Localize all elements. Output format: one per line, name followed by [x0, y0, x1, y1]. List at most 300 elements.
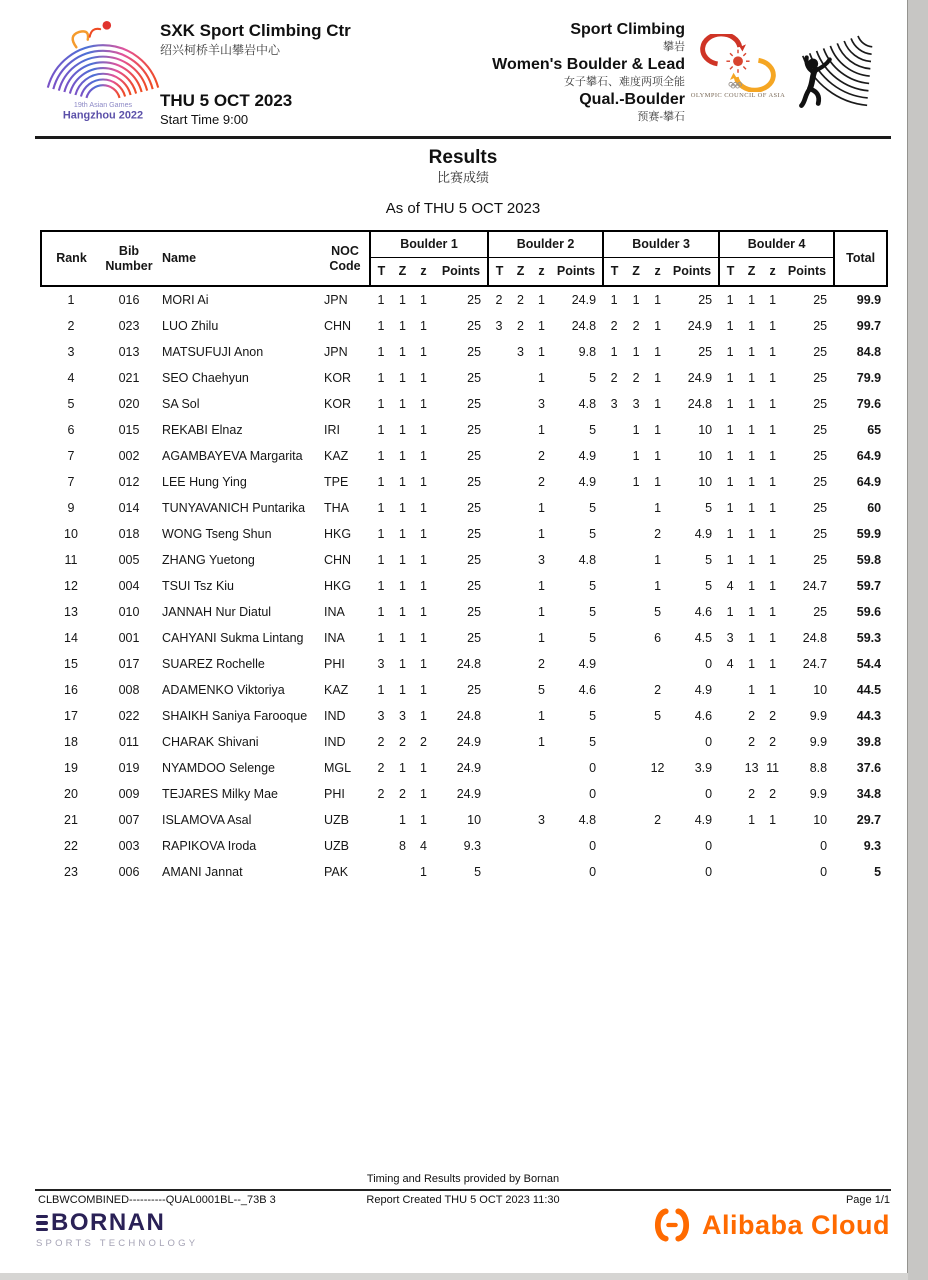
cell-top [488, 651, 510, 677]
cell-top: 1 [726, 501, 734, 515]
event-title: Women's Boulder & Lead [492, 56, 685, 73]
cell-lowzone: 5 [654, 709, 662, 723]
cell-points: 25 [698, 293, 713, 307]
cell-total: 44.5 [856, 683, 882, 697]
cell-zone: 1 [399, 657, 406, 671]
cell-zone [625, 781, 647, 807]
games-edition-label: 19th Asian Games [73, 101, 133, 110]
cell-top: 1 [726, 293, 734, 307]
results-title-block [0, 146, 926, 217]
cell-top: 1 [377, 683, 385, 697]
cell-top [719, 755, 741, 781]
cell-top: 1 [726, 345, 734, 359]
cell-zone: 1 [399, 553, 406, 567]
cell-total: 99.7 [856, 319, 882, 333]
cell-lowzone: 1 [654, 345, 662, 359]
cell-zone: 1 [632, 345, 640, 359]
cell-zone [625, 729, 647, 755]
cell-zone [625, 599, 647, 625]
cell-points: 5 [705, 553, 713, 567]
cell-points: 25 [467, 371, 482, 385]
cell-name: REKABI Elnaz [162, 423, 243, 437]
cell-zone [510, 443, 531, 469]
cell-top [603, 833, 625, 859]
cell-total: 64.9 [856, 449, 882, 463]
cell-top: 2 [377, 735, 385, 749]
cell-bib: 014 [118, 501, 140, 515]
cell-noc: HKG [324, 579, 352, 593]
cell-lowzone: 1 [769, 813, 777, 827]
cell-top [603, 859, 625, 885]
col-header-lowzone: z [762, 257, 783, 286]
cell-top: 1 [377, 345, 385, 359]
cell-top [488, 365, 510, 391]
cell-top: 3 [610, 397, 618, 411]
cell-lowzone: 1 [654, 501, 662, 515]
table-row [41, 521, 887, 547]
cell-lowzone: 2 [654, 813, 662, 827]
cell-points: 5 [589, 527, 597, 541]
cell-lowzone [647, 833, 668, 859]
cell-points: 5 [589, 605, 597, 619]
cell-points: 0 [589, 865, 597, 879]
cell-top [719, 833, 741, 859]
cell-zone: 2 [517, 293, 524, 307]
cell-lowzone: 1 [420, 631, 427, 645]
phase-title: Qual.-Boulder [579, 91, 685, 108]
cell-bib: 017 [118, 657, 140, 671]
cell-noc: CHN [324, 553, 352, 567]
cell-zone [510, 365, 531, 391]
cell-points: 0 [820, 839, 828, 853]
cell-top [603, 599, 625, 625]
cell-rank: 12 [64, 579, 78, 593]
cell-zone: 1 [748, 345, 756, 359]
cell-top [719, 677, 741, 703]
cell-top: 2 [377, 761, 385, 775]
cell-zone: 1 [748, 501, 756, 515]
cell-name: LUO Zhilu [162, 319, 219, 333]
cell-top [603, 781, 625, 807]
cell-lowzone: 1 [769, 527, 777, 541]
cell-lowzone: 1 [420, 657, 427, 671]
cell-bib: 008 [118, 683, 140, 697]
cell-name: TEJARES Milky Mae [162, 787, 278, 801]
cell-points: 0 [705, 735, 713, 749]
cell-lowzone: 5 [654, 605, 662, 619]
cell-zone [625, 703, 647, 729]
cell-lowzone: 2 [654, 527, 662, 541]
cell-top: 1 [610, 293, 618, 307]
cell-top [719, 807, 741, 833]
col-header-top: T [488, 257, 510, 286]
cell-zone: 3 [399, 709, 406, 723]
cell-rank: 7 [67, 475, 75, 489]
cell-points: 4.9 [694, 813, 713, 827]
cell-points: 4.9 [694, 527, 713, 541]
cell-zone: 1 [748, 657, 756, 671]
page-edge-bottom [0, 1273, 908, 1280]
cell-top [603, 547, 625, 573]
table-row [41, 547, 887, 573]
cell-points: 0 [820, 865, 828, 879]
cell-zone [625, 859, 647, 885]
cell-top [603, 651, 625, 677]
cell-points: 25 [467, 501, 482, 515]
cell-top [719, 729, 741, 755]
cell-points: 5 [589, 423, 597, 437]
cell-lowzone: 1 [420, 475, 427, 489]
cell-bib: 018 [118, 527, 140, 541]
bornan-bars-icon [36, 1215, 48, 1232]
cell-points: 25 [813, 397, 828, 411]
cell-rank: 15 [64, 657, 78, 671]
cell-lowzone: 2 [538, 475, 545, 489]
cell-zone: 1 [632, 475, 640, 489]
venue-name: SXK Sport Climbing Ctr [160, 21, 351, 40]
cell-top: 2 [495, 293, 503, 307]
cell-total: 54.4 [856, 657, 882, 671]
cell-lowzone: 1 [420, 371, 427, 385]
col-header-zone: Z [741, 257, 762, 286]
cell-lowzone: 1 [654, 553, 662, 567]
col-header-lowzone: z [647, 257, 668, 286]
bornan-logo [36, 1210, 198, 1249]
cell-points: 24.8 [802, 631, 828, 645]
cell-zone: 1 [748, 449, 756, 463]
cell-bib: 002 [118, 449, 140, 463]
cell-points: 4.9 [578, 475, 597, 489]
cell-lowzone: 1 [769, 423, 777, 437]
cell-top [488, 833, 510, 859]
cell-points: 5 [705, 579, 713, 593]
cell-name: SEO Chaehyun [162, 371, 249, 385]
cell-lowzone [647, 651, 668, 677]
cell-rank: 6 [67, 423, 75, 437]
cell-points: 25 [813, 345, 828, 359]
cell-top [488, 443, 510, 469]
cell-top: 1 [377, 475, 385, 489]
cell-zone: 1 [399, 449, 406, 463]
event-block [365, 20, 685, 125]
cell-rank: 2 [67, 319, 75, 333]
cell-lowzone: 1 [769, 631, 777, 645]
cell-points: 25 [813, 553, 828, 567]
cell-zone: 1 [399, 293, 406, 307]
cell-points: 24.9 [456, 761, 482, 775]
cell-lowzone: 1 [769, 553, 777, 567]
table-row [41, 313, 887, 339]
cell-zone [741, 859, 762, 885]
cell-zone [625, 651, 647, 677]
cell-points: 25 [698, 345, 713, 359]
cell-lowzone: 1 [769, 579, 777, 593]
cell-lowzone: 1 [654, 397, 662, 411]
cell-lowzone: 1 [538, 579, 545, 593]
cell-points: 0 [705, 865, 713, 879]
cell-zone: 1 [399, 423, 406, 437]
table-row [41, 469, 887, 495]
cell-lowzone: 1 [538, 319, 545, 333]
cell-total: 84.8 [856, 345, 882, 359]
cell-lowzone: 1 [420, 423, 427, 437]
cell-points: 0 [705, 787, 713, 801]
cell-zone: 1 [632, 423, 640, 437]
cell-points: 25 [467, 475, 482, 489]
table-row [41, 417, 887, 443]
cell-total: 34.8 [856, 787, 882, 801]
cell-bib: 021 [118, 371, 140, 385]
cell-bib: 006 [118, 865, 140, 879]
cell-bib: 009 [118, 787, 140, 801]
cell-lowzone: 1 [769, 605, 777, 619]
cell-zone: 1 [748, 553, 756, 567]
cell-name: MORI Ai [162, 293, 209, 307]
cell-zone: 2 [748, 787, 756, 801]
cell-top: 1 [726, 371, 734, 385]
alibaba-cloud-text: Alibaba Cloud [702, 1209, 890, 1240]
cell-points: 25 [467, 449, 482, 463]
cell-points: 10 [467, 813, 482, 827]
cell-total: 59.7 [856, 579, 882, 593]
cell-zone: 13 [744, 761, 759, 775]
alibaba-cloud-icon [651, 1208, 693, 1242]
cell-points: 25 [813, 527, 828, 541]
cell-rank: 18 [64, 735, 78, 749]
cell-lowzone [531, 781, 552, 807]
cell-total: 64.9 [856, 475, 882, 489]
cell-zone: 1 [399, 579, 406, 593]
table-row [41, 365, 887, 391]
cell-points: 25 [813, 501, 828, 515]
col-header-total: Total [834, 231, 887, 286]
cell-zone: 1 [399, 371, 406, 385]
cell-top [719, 859, 741, 885]
col-header-points: Points [668, 257, 719, 286]
cell-bib: 013 [118, 345, 140, 359]
fan-arcs-icon [48, 45, 158, 98]
cell-noc: PAK [324, 865, 349, 879]
cell-top [603, 417, 625, 443]
cell-zone [510, 391, 531, 417]
cell-noc: INA [324, 631, 345, 645]
col-header-zone: Z [625, 257, 647, 286]
col-header-noc: NOC Code [321, 231, 370, 286]
cell-zone [510, 703, 531, 729]
cell-top [603, 677, 625, 703]
cell-lowzone [531, 755, 552, 781]
cell-rank: 19 [64, 761, 78, 775]
cell-points: 4.8 [578, 813, 597, 827]
cell-points: 4.6 [578, 683, 597, 697]
cell-top [488, 599, 510, 625]
cell-lowzone: 2 [769, 787, 777, 801]
col-header-top: T [370, 257, 392, 286]
cell-bib: 012 [118, 475, 140, 489]
cell-zone [510, 807, 531, 833]
cell-lowzone: 1 [420, 553, 427, 567]
cell-points: 5 [474, 865, 482, 879]
cell-name: SA Sol [162, 397, 200, 411]
cell-top: 1 [726, 475, 734, 489]
cell-top: 2 [377, 787, 385, 801]
cell-noc: TPE [324, 475, 349, 489]
cell-top: 1 [377, 449, 385, 463]
red-dot-icon [103, 21, 112, 30]
cell-lowzone: 2 [769, 709, 777, 723]
col-header-boulder-4: Boulder 4 [719, 231, 834, 257]
cell-zone: 2 [517, 319, 524, 333]
cell-top: 1 [377, 423, 385, 437]
venue-block [160, 20, 351, 58]
cell-lowzone: 2 [420, 735, 427, 749]
cell-top [603, 755, 625, 781]
cell-top [603, 729, 625, 755]
cell-name: AMANI Jannat [162, 865, 243, 879]
cell-name: ZHANG Yuetong [162, 553, 255, 567]
results-table [40, 230, 888, 885]
cell-lowzone: 1 [420, 709, 427, 723]
bornan-logo-text: BORNAN [51, 1209, 166, 1236]
cell-top [370, 807, 392, 833]
cell-points: 25 [813, 371, 828, 385]
cell-noc: IRI [324, 423, 340, 437]
footer-divider [35, 1189, 891, 1191]
cell-zone: 2 [748, 709, 756, 723]
cell-name: MATSUFUJI Anon [162, 345, 264, 359]
cell-lowzone [531, 859, 552, 885]
cell-zone: 1 [399, 813, 406, 827]
col-header-points: Points [552, 257, 603, 286]
cell-points: 25 [813, 423, 828, 437]
cell-points: 5 [589, 579, 597, 593]
col-header-top: T [603, 257, 625, 286]
col-header-lowzone: z [531, 257, 552, 286]
cell-bib: 022 [118, 709, 140, 723]
cell-bib: 016 [118, 293, 140, 307]
cell-lowzone: 1 [538, 631, 545, 645]
cell-bib: 023 [118, 319, 140, 333]
cell-zone: 8 [399, 839, 406, 853]
cell-zone [510, 599, 531, 625]
cell-zone [625, 755, 647, 781]
cell-rank: 4 [67, 371, 75, 385]
cell-total: 5 [874, 865, 882, 879]
cell-top [488, 859, 510, 885]
table-row [41, 677, 887, 703]
cell-points: 4.8 [578, 553, 597, 567]
cell-top [488, 807, 510, 833]
cell-zone [510, 781, 531, 807]
cell-zone: 2 [399, 735, 406, 749]
cell-lowzone: 1 [420, 605, 427, 619]
cell-points: 10 [698, 475, 713, 489]
cell-bib: 003 [118, 839, 140, 853]
cell-rank: 11 [64, 553, 78, 567]
table-row [41, 781, 887, 807]
cell-zone [510, 859, 531, 885]
cell-zone: 1 [632, 449, 640, 463]
cell-rank: 23 [64, 865, 78, 879]
cell-rank: 9 [67, 501, 75, 515]
cell-points: 9.9 [809, 787, 828, 801]
sport-climbing-pictogram-icon [792, 20, 880, 120]
cell-noc: CHN [324, 319, 352, 333]
cell-bib: 019 [118, 761, 140, 775]
cell-lowzone: 1 [769, 319, 777, 333]
cell-points: 25 [467, 605, 482, 619]
cell-zone [510, 833, 531, 859]
cell-total: 59.8 [856, 553, 882, 567]
cell-top [603, 807, 625, 833]
cell-zone [392, 859, 413, 885]
cell-zone [510, 677, 531, 703]
cell-points: 25 [467, 553, 482, 567]
cell-zone: 1 [748, 371, 756, 385]
cell-noc: THA [324, 501, 349, 515]
cell-top: 3 [377, 709, 385, 723]
cell-top [488, 703, 510, 729]
cell-top: 1 [726, 605, 734, 619]
cell-zone: 1 [399, 501, 406, 515]
cell-top: 4 [726, 657, 734, 671]
cell-zone: 1 [748, 579, 756, 593]
cell-points: 0 [589, 761, 597, 775]
cell-name: CAHYANI Sukma Lintang [162, 631, 304, 645]
cell-total: 60 [867, 501, 882, 515]
cell-top: 1 [377, 397, 385, 411]
results-table-body [41, 286, 887, 885]
cell-name: AGAMBAYEVA Margarita [162, 449, 303, 463]
cell-zone [625, 547, 647, 573]
bornan-logo-sub: SPORTS TECHNOLOGY [36, 1238, 199, 1249]
cell-points: 25 [467, 293, 482, 307]
cell-lowzone: 3 [538, 553, 545, 567]
cell-top [603, 703, 625, 729]
cell-points: 24.9 [571, 293, 597, 307]
cell-top [488, 781, 510, 807]
cell-lowzone [647, 781, 668, 807]
cell-top [488, 391, 510, 417]
cell-zone [625, 833, 647, 859]
cell-points: 24.8 [456, 709, 482, 723]
col-header-zone: Z [392, 257, 413, 286]
table-row [41, 443, 887, 469]
cell-points: 25 [467, 527, 482, 541]
cell-top [603, 443, 625, 469]
cell-top [603, 521, 625, 547]
col-header-name: Name [157, 231, 321, 286]
cell-top [488, 573, 510, 599]
cell-bib: 001 [118, 631, 140, 645]
cell-zone: 1 [748, 293, 756, 307]
table-row [41, 859, 887, 885]
table-row [41, 625, 887, 651]
cell-rank: 5 [67, 397, 75, 411]
col-header-lowzone: z [413, 257, 434, 286]
cell-zone [510, 417, 531, 443]
cell-zone: 1 [748, 683, 756, 697]
cell-zone: 1 [399, 683, 406, 697]
sport-title-cn: 攀岩 [663, 41, 685, 53]
cell-rank: 16 [64, 683, 78, 697]
cell-lowzone: 3 [538, 813, 545, 827]
cell-top [488, 469, 510, 495]
cell-zone: 1 [748, 605, 756, 619]
cell-top [488, 339, 510, 365]
cell-lowzone: 1 [654, 579, 662, 593]
cell-points: 0 [589, 787, 597, 801]
